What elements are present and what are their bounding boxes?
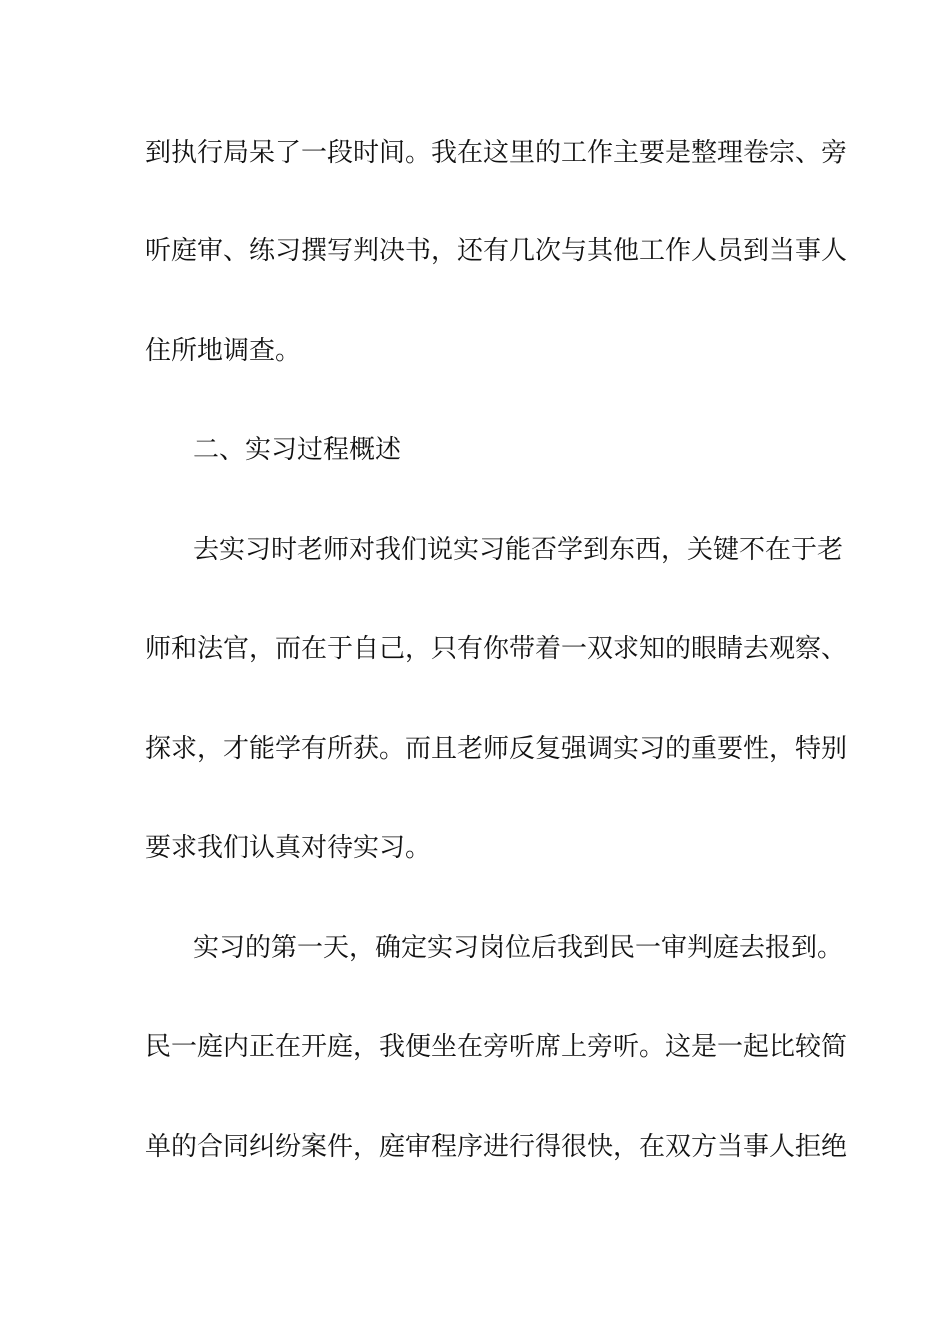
paragraph-line: 去实习时老师对我们说实习能否学到东西，关键不在于老 (193, 535, 844, 565)
paragraph-line: 民一庭内正在开庭，我便坐在旁听席上旁听。这是一起比较简 (145, 1032, 848, 1062)
paragraph-line: 听庭审、练习撰写判决书，还有几次与其他工作人员到当事人 (145, 236, 848, 266)
paragraph-line: 要求我们认真对待实习。 (145, 833, 432, 863)
section-heading: 二、实习过程概述 (193, 435, 402, 465)
paragraph-line: 到执行局呆了一段时间。我在这里的工作主要是整理卷宗、旁 (145, 138, 848, 168)
paragraph-line: 住所地调查。 (145, 336, 302, 366)
paragraph-line: 单的合同纠纷案件，庭审程序进行得很快，在双方当事人拒绝 (145, 1132, 848, 1162)
paragraph-line: 探求，才能学有所获。而且老师反复强调实习的重要性，特别 (145, 734, 848, 764)
paragraph-line: 师和法官，而在于自己，只有你带着一双求知的眼睛去观察、 (145, 634, 848, 664)
paragraph-line: 实习的第一天，确定实习岗位后我到民一审判庭去报到。 (193, 933, 844, 963)
